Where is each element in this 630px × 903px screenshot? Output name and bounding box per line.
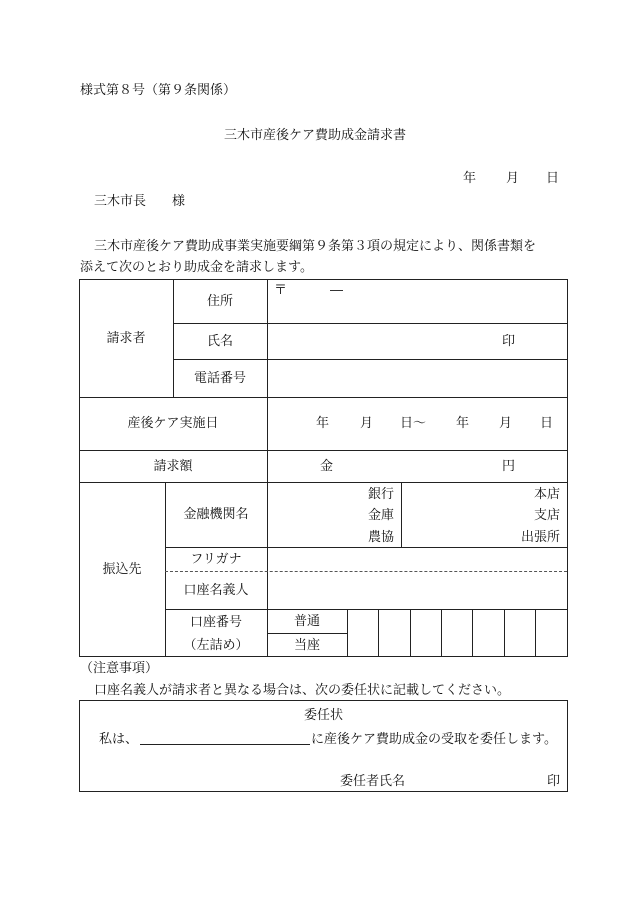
account-digit-6[interactable] <box>505 610 535 656</box>
care-date-day-1: 日～ <box>400 416 427 431</box>
branch-name-field[interactable] <box>402 484 514 546</box>
account-digit-1[interactable] <box>348 610 378 656</box>
bank-type-ja: 農協 <box>368 530 395 545</box>
account-number-note: （左詰め） <box>183 637 249 653</box>
amount-field[interactable] <box>340 452 495 480</box>
branch-type-office: 出張所 <box>521 530 561 545</box>
bank-type-shinkin: 金庫 <box>368 508 395 523</box>
proxy-title: 委任状 <box>303 708 343 723</box>
bank-name-label: 金融機関名 <box>183 507 249 522</box>
proxy-name-field[interactable] <box>140 730 310 745</box>
date-year: 年 <box>463 171 477 186</box>
account-type-current[interactable]: 当座 <box>293 637 320 653</box>
amount-unit: 円 <box>502 459 516 474</box>
bank-type-bank: 銀行 <box>368 487 395 502</box>
care-date-day-2: 日 <box>540 416 554 431</box>
addressee: 三木市長 様 <box>94 194 186 209</box>
furigana-label: フリガナ <box>190 551 242 567</box>
date-day: 日 <box>546 171 560 186</box>
address-label: 住所 <box>206 293 233 309</box>
delegator-label: 委任者氏名 <box>340 774 406 789</box>
account-digit-5[interactable] <box>473 610 504 656</box>
notes-heading: （注意事項） <box>80 661 159 676</box>
proxy-suffix: に産後ケア費助成金の受取を委任します。 <box>311 732 557 747</box>
postal-dash: ― <box>330 283 343 298</box>
postal-mark: 〒 <box>274 283 288 298</box>
proxy-prefix: 私は、 <box>99 732 139 747</box>
furigana-field[interactable] <box>268 548 566 570</box>
amount-prefix: 金 <box>320 459 334 474</box>
account-digit-7[interactable] <box>536 610 567 656</box>
account-holder-label: 口座名義人 <box>183 583 249 598</box>
care-date-year-2: 年 <box>456 416 470 431</box>
applicant-seal: 印 <box>502 334 516 349</box>
account-number-label: 口座番号 <box>189 614 242 630</box>
care-date-month-1: 月 <box>360 416 374 431</box>
branch-type-branch: 支店 <box>534 508 561 523</box>
form-title: 三木市産後ケア費助成金請求書 <box>223 128 406 143</box>
intro-line-1: 三木市産後ケア費助成事業実施要綱第９条第３項の規定により、関係書類を <box>94 239 537 254</box>
care-date-month-2: 月 <box>499 416 513 431</box>
name-label: 氏名 <box>206 333 233 349</box>
account-type-ordinary[interactable]: 普通 <box>293 613 320 629</box>
proxy-seal: 印 <box>547 774 561 789</box>
bank-name-field[interactable] <box>268 484 364 546</box>
phone-field[interactable] <box>268 360 566 396</box>
account-digit-3[interactable] <box>411 610 441 656</box>
phone-label: 電話番号 <box>193 370 246 386</box>
account-digit-4[interactable] <box>442 610 472 656</box>
care-date-year-1: 年 <box>316 416 330 431</box>
branch-type-head: 本店 <box>534 487 561 502</box>
form-number: 様式第８号（第９条関係） <box>80 83 237 98</box>
notes-text: 口座名義人が請求者と異なる場合は、次の委任状に記載してください。 <box>94 683 511 698</box>
account-holder-field[interactable] <box>268 573 566 608</box>
intro-line-2: 添えて次のとおり助成金を請求します。 <box>80 260 313 275</box>
transfer-label: 振込先 <box>102 561 142 577</box>
delegator-name-field[interactable] <box>420 768 530 788</box>
care-date-label: 産後ケア実施日 <box>127 416 219 431</box>
applicant-label: 請求者 <box>106 331 146 346</box>
amount-label: 請求額 <box>153 458 193 474</box>
name-field[interactable] <box>268 324 488 358</box>
address-field[interactable] <box>268 300 566 322</box>
account-digit-2[interactable] <box>379 610 410 656</box>
date-month: 月 <box>506 171 520 186</box>
